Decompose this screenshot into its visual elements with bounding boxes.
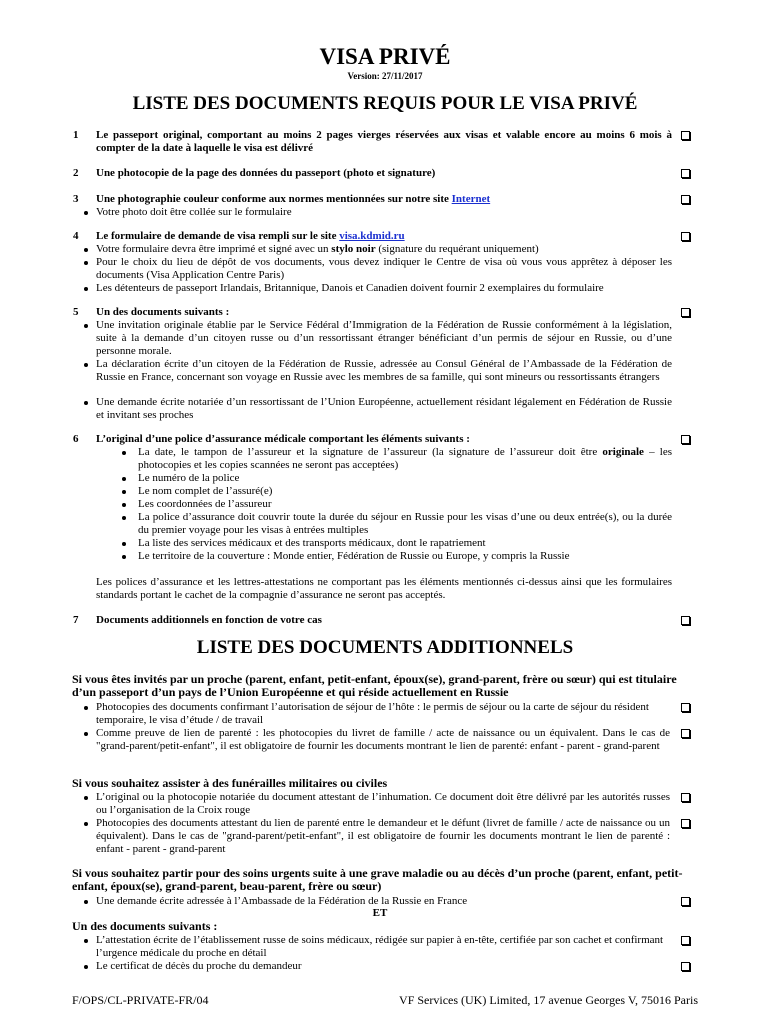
checkbox-7[interactable] (681, 616, 690, 625)
item-6-text: L’original d’une police d’assurance médicale comportant les éléments suivants : (96, 433, 470, 445)
checkbox-s3-2[interactable] (681, 936, 690, 945)
item-6-bullet-1: La date, le tampon de l’assureur et la signature de l’assureur (la signature de l’assureur doit être originale – les photocopies et les copies scannées ne seront pas acceptées) (138, 446, 672, 471)
checkbox-s1-1[interactable] (681, 703, 690, 712)
item-number-2: 2 (73, 167, 79, 179)
checkbox-4[interactable] (681, 232, 690, 241)
item-6-note: Les polices d’assurance et les lettres-attestations ne comportant pas les éléments mentionnés ci-dessus ainsi que les formulaires standards portant le cachet de la compagnie d’assurance ne seront pas acceptés. (96, 576, 672, 601)
bullet (122, 503, 126, 507)
item-6-bullet-2: Le numéro de la police (138, 472, 240, 484)
item-number-7: 7 (73, 614, 79, 626)
bullet (84, 796, 88, 800)
item-6-bullet-5: La police d’assurance doit couvrir toute la durée du séjour en Russie pour les visas d’une ou deux entrée(s), ou la durée du premier voyage pour les visas à entrées multiples (138, 511, 672, 536)
bullet (84, 965, 88, 969)
item-4-bullet-2: Pour le choix du lieu de dépôt de vos documents, vous devez indiquer le Centre de visa où vous vous apprêtez à déposer les documents (Visa Application Centre Paris) (96, 256, 672, 281)
item-7-text: Documents additionnels en fonction de votre cas (96, 614, 322, 626)
section-3-bullet-2: L’attestation écrite de l’établissement russe de soins médicaux, rédigée sur papier à en-tête, certifiée par son cachet et confirmant l’urgence médicale du proche en détail (96, 934, 664, 959)
item-3-bullet-1: Votre photo doit être collée sur le formulaire (96, 206, 292, 218)
checkbox-3[interactable] (681, 195, 690, 204)
section-3-bullet-3: Le certificat de décès du proche du demandeur (96, 960, 302, 972)
checkbox-1[interactable] (681, 131, 690, 140)
checkbox-5[interactable] (681, 308, 690, 317)
item-number-3: 3 (73, 193, 79, 205)
bullet (122, 555, 126, 559)
bullet (84, 324, 88, 328)
checkbox-s2-1[interactable] (681, 793, 690, 802)
section-1-heading: Si vous êtes invités par un proche (parent, enfant, petit-enfant, époux(se), grand-parent, frère ou sœur) qui est titulaire d’un passeport d’un pays de l’Union Européenne et qui réside actuellement en Russie (72, 672, 677, 699)
bullet (122, 451, 126, 455)
bullet (84, 706, 88, 710)
version-label: Version: 27/11/2017 (347, 71, 423, 81)
checkbox-s1-2[interactable] (681, 729, 690, 738)
section-3-subheading: Un des documents suivants : (72, 919, 218, 933)
bullet (84, 900, 88, 904)
section-3-heading: Si vous souhaitez partir pour des soins urgents suite à une grave maladie ou au décès d’un proche (parent, enfant, petit-enfant, époux(se), grand-parent, beau-parent, frère ou sœur) (72, 866, 683, 893)
checkbox-s3-1[interactable] (681, 897, 690, 906)
bullet (122, 516, 126, 520)
item-6-bullet-6: La liste des services médicaux et des transports médicaux, dont le rapatriement (138, 537, 486, 549)
item-number-6: 6 (73, 433, 79, 445)
bullet (84, 939, 88, 943)
checkbox-s3-3[interactable] (681, 962, 690, 971)
list-title: LISTE DES DOCUMENTS REQUIS POUR LE VISA PRIVÉ (132, 93, 638, 114)
bullet (84, 211, 88, 215)
item-5-bullet-3: Une demande écrite notariée d’un ressortissant de l’Union Européenne, actuellement résidant légalement en Fédération de Russie et invitant ses proches (96, 396, 672, 421)
item-4-text: Le formulaire de demande de visa rempli sur le site visa.kdmid.ru (96, 230, 405, 242)
item-5-bullet-2: La déclaration écrite d’un citoyen de la Fédération de Russie, adressée au Consul Général de l’Ambassade de la Fédération de Russie en France, concernant son voyage en Russie avec les membres de sa famille, qui sont mineurs ou ressortissants étrangers (96, 358, 672, 383)
additional-title: LISTE DES DOCUMENTS ADDITIONNELS (196, 637, 574, 658)
internet-link[interactable]: Internet (451, 193, 491, 205)
item-6-bullet-3: Le nom complet de l’assuré(e) (138, 485, 273, 497)
section-3-bullet-1: Une demande écrite adressée à l’Ambassade de la Fédération de la Russie en France (96, 895, 468, 907)
section-2-bullet-2: Photocopies des documents attestant du lien de parenté entre le demandeur et le défunt (livret de famille / acte de naissance ou un équivalent). Dans le cas de "grand-parent/petit-enfant", il est obligatoire de fournir les documents montrant le lien de parenté : enfant - parent - grand-parent (96, 817, 670, 855)
item-3-text: Une photographie couleur conforme aux normes mentionnées sur notre site Internet (96, 193, 491, 205)
item-6-bullet-7: Le territoire de la couverture : Monde entier, Fédération de Russie ou Europe, y compris la Russie (138, 550, 570, 562)
section-1-bullet-2: Comme preuve de lien de parenté : les photocopies du livret de famille / acte de naissance ou un équivalent. Dans le cas de "grand-parent/petit-enfant", il est obligatoire de fournir les documents montrant le lien de parenté: enfant - parent - grand-parent (96, 727, 670, 752)
bullet (84, 261, 88, 265)
footer-code: F/OPS/CL-PRIVATE-FR/04 (72, 993, 209, 1007)
visa-kdmid-link[interactable]: visa.kdmid.ru (339, 230, 405, 242)
item-4-bullet-3: Les détenteurs de passeport Irlandais, Britannique, Danois et Canadien doivent fournir 2 exemplaires du formulaire (96, 282, 604, 294)
item-2-text: Une photocopie de la page des données du passeport (photo et signature) (96, 167, 436, 179)
item-5-text: Un des documents suivants : (96, 306, 230, 318)
item-1-text: Le passeport original, comportant au moins 2 pages vierges réservées aux visas et valable encore au moins 6 mois à compter de la date à laquelle le visa est délivré (96, 129, 672, 154)
section-1-bullet-1: Photocopies des documents confirmant l’autorisation de séjour de l’hôte : le permis de séjour ou la carte de séjour du résident temporaire, le visa d’étude / de travail (96, 701, 649, 726)
bullet (122, 490, 126, 494)
item-number-1: 1 (73, 129, 79, 141)
bullet (122, 542, 126, 546)
bullet (84, 363, 88, 367)
page-title: VISA PRIVÉ (319, 44, 451, 69)
checkbox-2[interactable] (681, 169, 690, 178)
bullet (122, 477, 126, 481)
footer-company: VF Services (UK) Limited, 17 avenue Georges V, 75016 Paris (399, 993, 698, 1007)
item-4-bullet-1: Votre formulaire devra être imprimé et signé avec un stylo noir (signature du requérant uniquement) (96, 243, 539, 255)
bullet (84, 822, 88, 826)
bullet (84, 732, 88, 736)
section-2-bullet-1: L’original ou la photocopie notariée du document attestant de l’inhumation. Ce document doit être délivré par les autorités russes ou l’organisation de la Croix rouge (96, 791, 670, 816)
bullet (84, 287, 88, 291)
bullet (84, 401, 88, 405)
section-2-heading: Si vous souhaitez assister à des funérailles militaires ou civiles (72, 776, 388, 790)
item-5-bullet-1: Une invitation originale établie par le Service Fédéral d’Immigration de la Fédération de Russie conformément à la législation, suite à la demande d’un citoyen russe ou d’un ressortissant étranger bénéficiant d’un permis de séjour en Russie, ou d’une personne morale. (96, 319, 672, 357)
checkbox-s2-2[interactable] (681, 819, 690, 828)
checkbox-6[interactable] (681, 435, 690, 444)
item-number-4: 4 (73, 230, 79, 242)
bullet (84, 248, 88, 252)
item-6-bullet-4: Les coordonnées de l’assureur (138, 498, 272, 510)
item-number-5: 5 (73, 306, 79, 318)
et-label: ET (372, 907, 388, 919)
